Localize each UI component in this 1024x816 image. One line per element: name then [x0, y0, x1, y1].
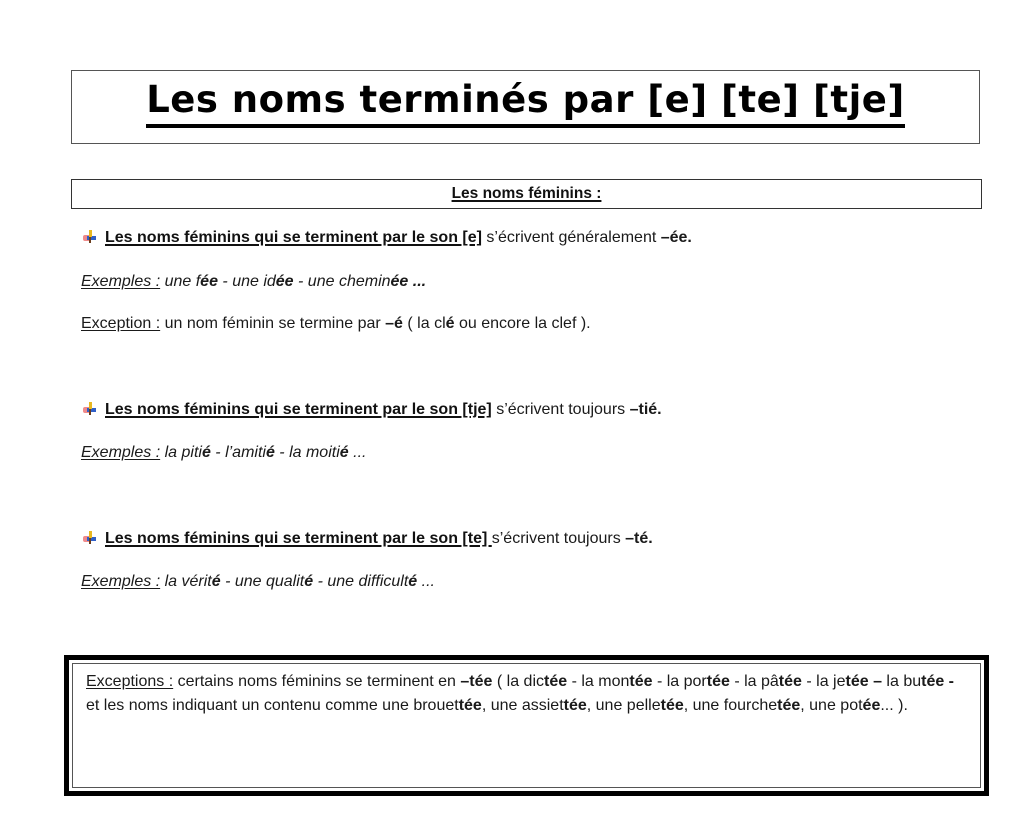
exception-bold-ending: tée — [563, 697, 587, 714]
page-title: Les noms terminés par [e] [te] [tje] — [146, 80, 905, 128]
exception-bold-ending: tée - — [921, 673, 955, 690]
exception-text-segment: - la pâ — [729, 673, 779, 690]
examples-e — [81, 273, 426, 291]
rule-heading: Les noms féminins qui se terminent par le son [te] — [105, 530, 492, 547]
exception-bold: é — [445, 315, 455, 332]
exceptions-label: Exceptions : — [86, 673, 174, 690]
example: - une idée — [217, 273, 294, 290]
exception-text-segment: - la por — [652, 673, 707, 690]
exception-text-segment: - la mon — [567, 673, 630, 690]
pushpin-bullet-icon — [82, 530, 98, 544]
exception-e — [81, 315, 591, 333]
section-title: Les noms féminins : — [451, 185, 602, 202]
rule-e — [82, 229, 692, 247]
exception-bold-ending: tée — [458, 697, 482, 714]
rule-heading: Les noms féminins qui se terminent par le son [tje] — [105, 401, 492, 418]
example-ellipsis: ... — [348, 444, 367, 461]
exception-text: ou encore la clef ). — [454, 315, 591, 332]
exceptions-box — [64, 655, 989, 796]
exception-text: un nom féminin se termine par — [160, 315, 386, 332]
example: - une cheminée ... — [293, 273, 427, 290]
examples-label: Exemples : — [81, 444, 161, 461]
rule-text: s’écrivent généralement — [481, 229, 661, 246]
rule-tje — [82, 401, 662, 419]
examples-tje — [81, 444, 366, 462]
example: la pitié — [160, 444, 211, 461]
exception-bold-ending: tée — [629, 673, 653, 690]
example: - la moitié — [274, 444, 349, 461]
example: - l’amitié — [210, 444, 275, 461]
exception-text-segment: , une fourche — [683, 697, 778, 714]
pushpin-bullet-icon — [82, 401, 98, 415]
exception-bold-ending: tée — [706, 673, 730, 690]
exception-label: Exception : — [81, 315, 161, 332]
section-header-box — [71, 179, 982, 209]
title-box — [71, 70, 980, 144]
exception-bold-ending: ée — [862, 697, 881, 714]
exception-text-segment: , une pot — [800, 697, 863, 714]
exception-text-segment: ( la dic — [492, 673, 544, 690]
example: la vérité — [160, 573, 221, 590]
rule-text: s’écrivent toujours — [491, 401, 630, 418]
pushpin-bullet-icon — [82, 229, 98, 243]
exceptions-text — [86, 673, 954, 714]
rule-text: s’écrivent toujours — [491, 530, 626, 547]
exception-text-segment: ... ). — [880, 697, 908, 714]
exception-bold-ending: tée — [660, 697, 684, 714]
rule-ending: –ée. — [660, 229, 692, 246]
example-ellipsis: ... — [417, 573, 435, 590]
exception-text-segment: certains noms féminins se terminent en — [173, 673, 461, 690]
exception-text-segment: , une pelle — [586, 697, 661, 714]
exception-text-segment: - la je — [801, 673, 846, 690]
exception-text-segment: et les noms indiquant un contenu comme une brouet — [86, 697, 459, 714]
example: une fée — [160, 273, 218, 290]
rule-ending: –tié. — [629, 401, 662, 418]
exception-bold-ending: tée — [778, 673, 802, 690]
exception-text: ( la cl — [402, 315, 446, 332]
examples-te — [81, 573, 435, 591]
exception-bold-ending: –tée — [460, 673, 493, 690]
exception-text-segment: la bu — [881, 673, 922, 690]
exception-ending: –é — [385, 315, 403, 332]
exceptions-content — [72, 663, 981, 788]
exception-text-segment: , une assiet — [481, 697, 564, 714]
example: - une difficulté — [313, 573, 418, 590]
rule-heading: Les noms féminins qui se terminent par le son [e] — [105, 229, 482, 246]
rule-ending: –té. — [625, 530, 653, 547]
examples-label: Exemples : — [81, 573, 161, 590]
exception-bold-ending: tée – — [845, 673, 882, 690]
examples-label: Exemples : — [81, 273, 161, 290]
example: - une qualité — [220, 573, 314, 590]
exception-bold-ending: tée — [544, 673, 568, 690]
rule-te — [82, 530, 653, 548]
exception-bold-ending: tée — [777, 697, 801, 714]
